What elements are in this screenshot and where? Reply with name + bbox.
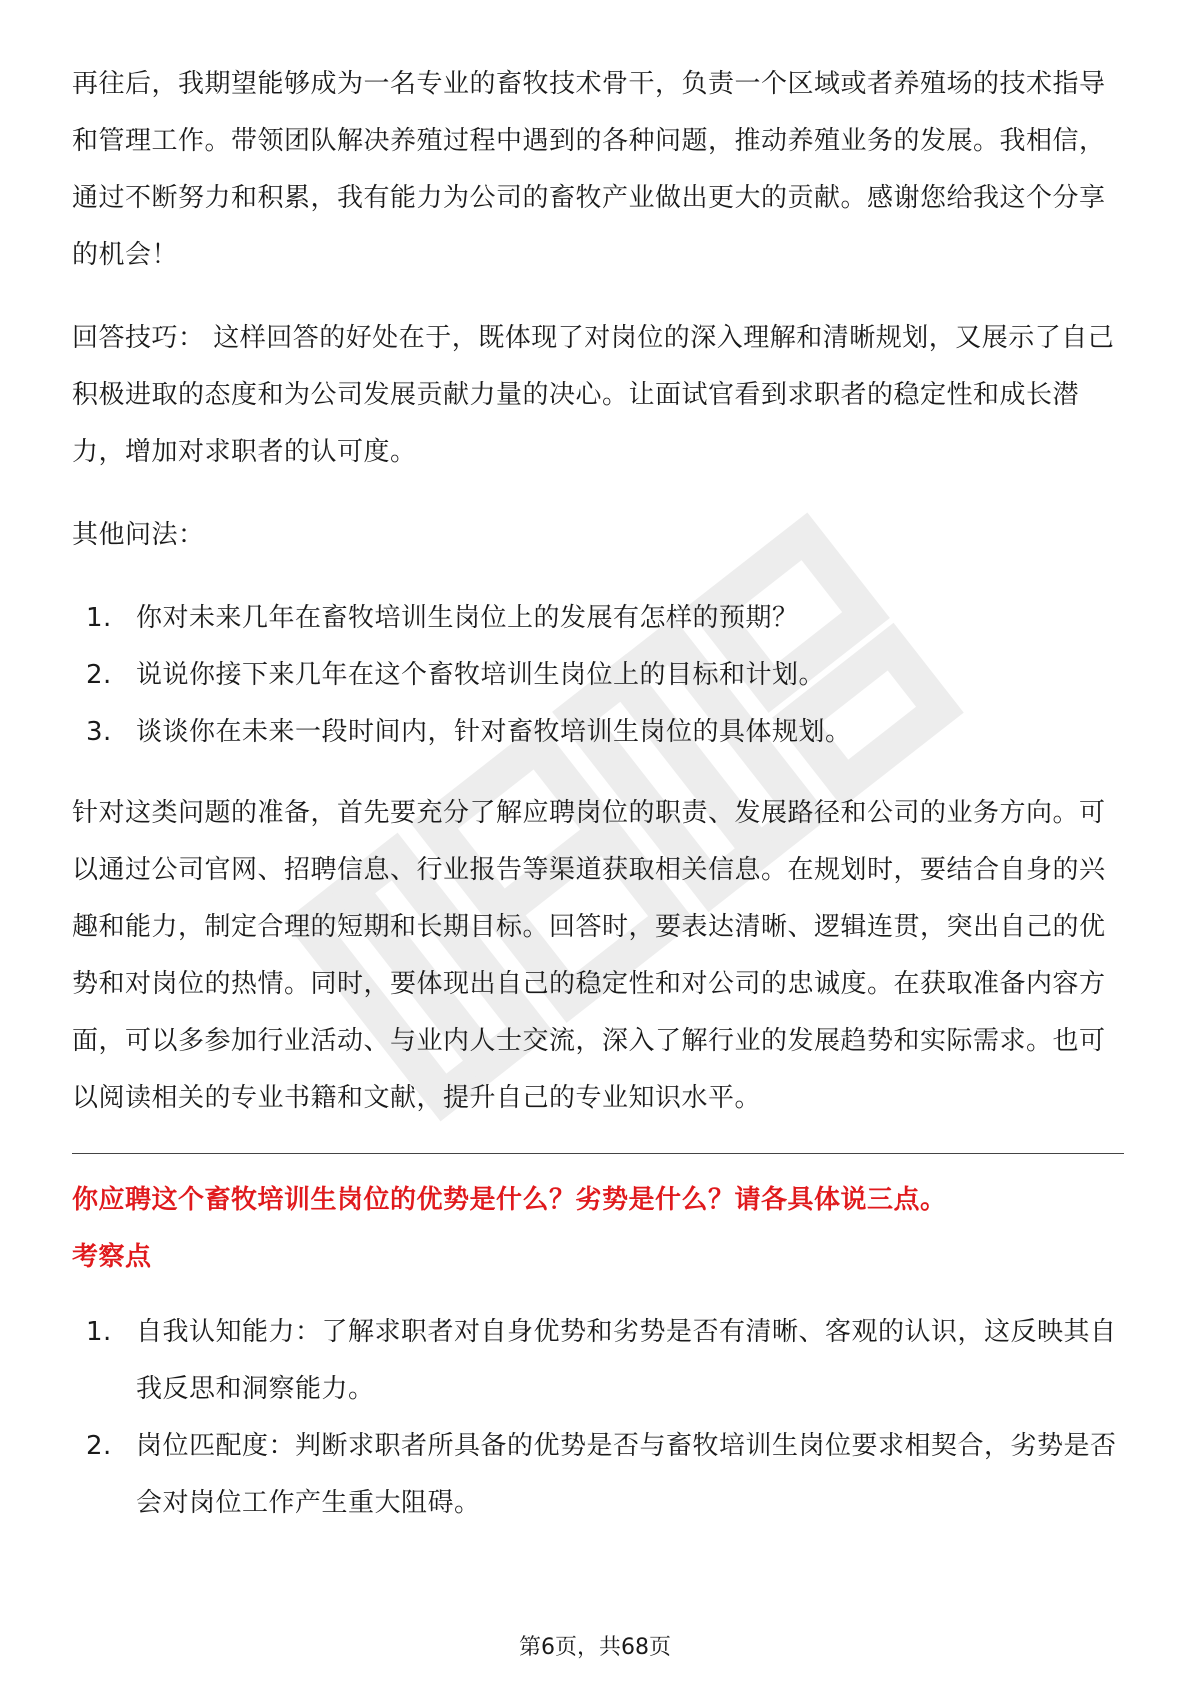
list-item: 1. 自我认知能力：了解求职者对自身优势和劣势是否有清晰、客观的认识，这反映其自我反思和洞察能力。 <box>86 1317 1117 1404</box>
question-title: 你应聘这个畜牧培训生岗位的优势是什么？劣势是什么？请各具体说三点。 <box>72 1185 947 1215</box>
paragraph-other-questions-heading: 其他问法： <box>72 520 205 550</box>
assessment-points-list <box>72 1304 1124 1532</box>
other-questions-list <box>72 590 1124 761</box>
list-item: 3. 谈谈你在未来一段时间内，针对畜牧培训生岗位的具体规划。 <box>86 717 852 747</box>
paragraph-career-goal: 再往后，我期望能够成为一名专业的畜牧技术骨干，负责一个区域或者养殖场的技术指导和管理工作。带领团队解决养殖过程中遇到的各种问题，推动养殖业务的发展。我相信，通过不断努力和积累，我有能力为公司的畜牧产业做出更大的贡献。感谢您给我这个分享的机会！ <box>72 69 1106 270</box>
section-divider <box>72 1153 1124 1154</box>
assessment-heading: 考察点 <box>72 1242 152 1272</box>
paragraph-answer-tips: 回答技巧： 这样回答的好处在于，既体现了对岗位的深入理解和清晰规划，又展示了自己积极进取的态度和为公司发展贡献力量的决心。让面试官看到求职者的稳定性和成长潜力，增加对求职者的认可度。 <box>72 323 1115 467</box>
list-item: 2. 说说你接下来几年在这个畜牧培训生岗位上的目标和计划。 <box>86 660 826 690</box>
list-item: 2. 岗位匹配度：判断求职者所具备的优势是否与畜牧培训生岗位要求相契合，劣势是否会对岗位工作产生重大阻碍。 <box>86 1431 1117 1518</box>
list-item: 1. 你对未来几年在畜牧培训生岗位上的发展有怎样的预期？ <box>86 603 799 633</box>
page-number: 第6页，共68页 <box>519 1635 671 1660</box>
paragraph-preparation: 针对这类问题的准备，首先要充分了解应聘岗位的职责、发展路径和公司的业务方向。可以通过公司官网、招聘信息、行业报告等渠道获取相关信息。在规划时，要结合自身的兴趣和能力，制定合理的短期和长期目标。回答时，要表达清晰、逻辑连贯，突出自己的优势和对岗位的热情。同时，要体现出自己的稳定性和对公司的忠诚度。在获取准备内容方面，可以多参加行业活动、与业内人士交流，深入了解行业的发展趋势和实际需求。也可以阅读相关的专业书籍和文献，提升自己的专业知识水平。 <box>72 798 1106 1113</box>
document-body <box>72 56 1124 1532</box>
